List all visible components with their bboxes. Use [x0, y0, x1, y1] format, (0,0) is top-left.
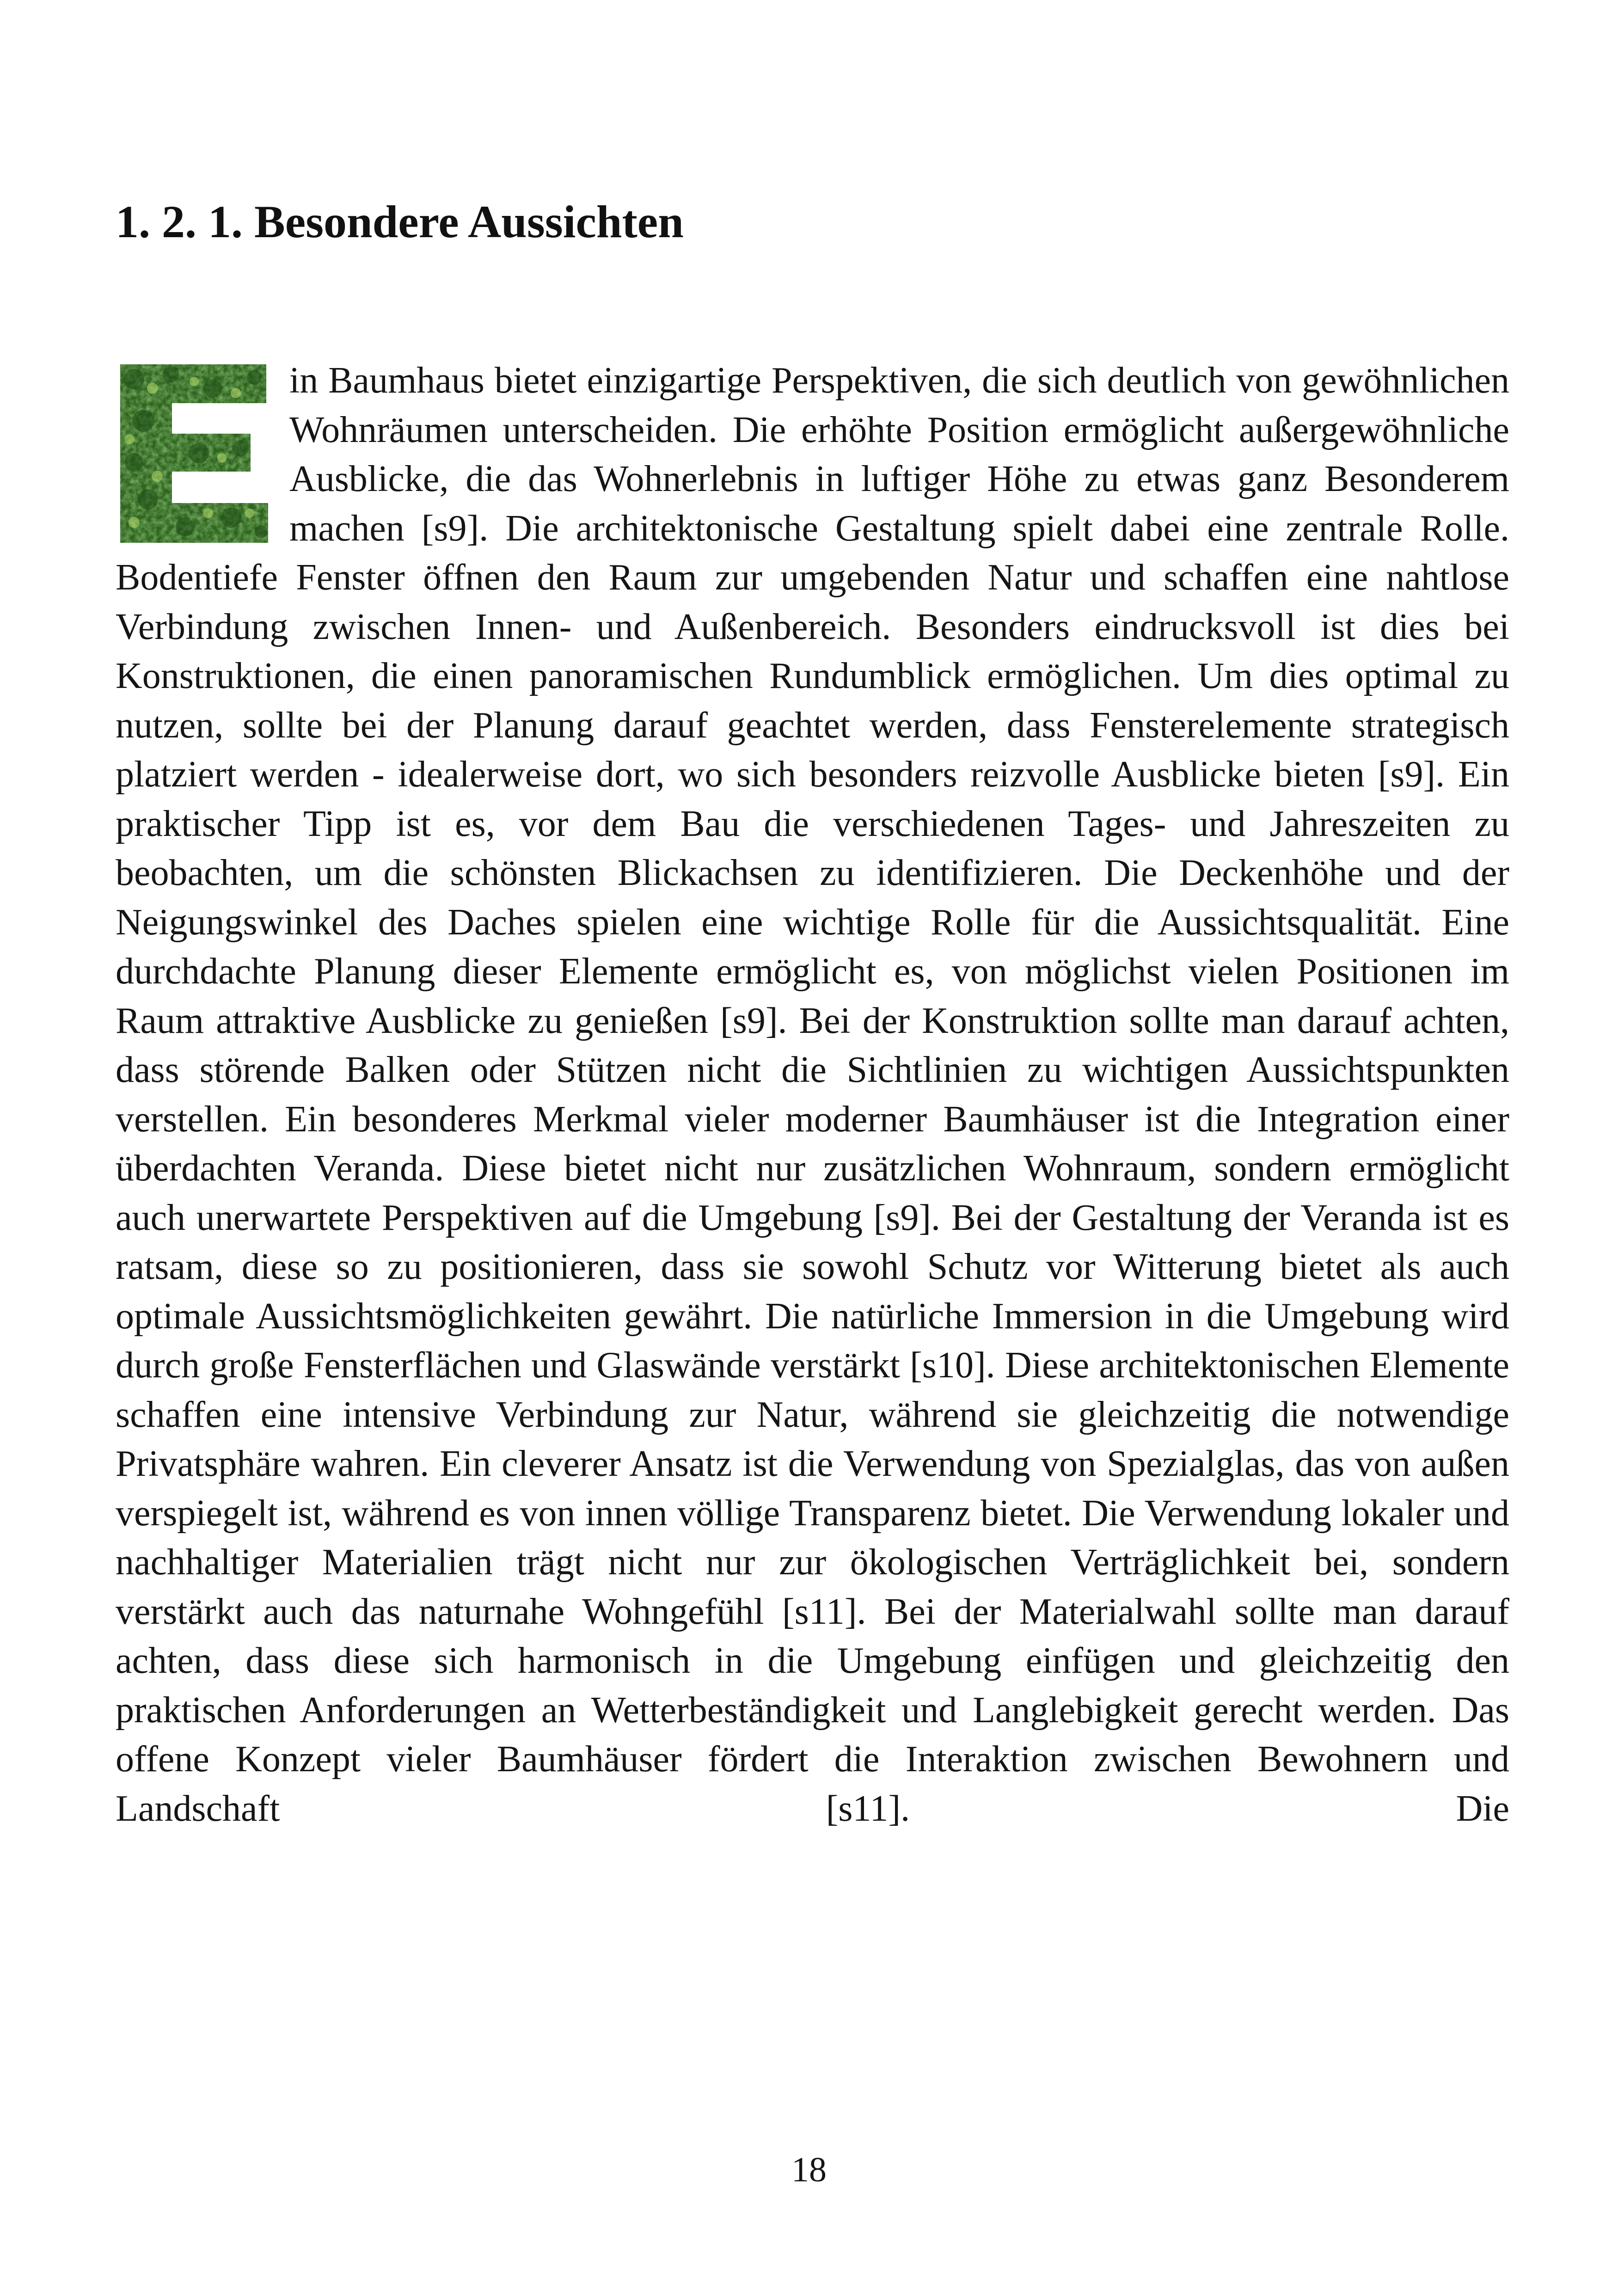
paragraph-text: in Baumhaus bietet einzigartige Perspektiven, die sich deutlich von gewöhnlichen Wohnräumen unterscheiden. Die erhöhte Position ermöglicht außergewöhnliche Ausblicke, die das Wohnerlebnis in luftiger Höhe zu etwas ganz Besonderem machen [s9]. Die architektonische Gestaltung spielt dabei eine zentrale Rolle. Bodentiefe Fenster öffnen den Raum zur umgebenden Natur und schaffen eine nahtlose Verbindung zwischen Innen- und Außenbereich. Besonders eindrucksvoll ist dies bei Konstruktionen, die einen panoramischen Rundumblick ermöglichen. Um dies optimal zu nutzen, sollte bei der Planung darauf geachtet werden, dass Fensterelemente strategisch platziert werden - idealerweise dort, wo sich besonders reizvolle Ausblicke bieten [s9]. Ein praktischer Tipp ist es, vor dem Bau die verschiedenen Tages- und Jahreszeiten zu beobachten, um die schönsten Blickachsen zu identifizieren. Die Deckenhöhe und der Neigungswinkel des Daches spielen eine wichtige Rolle für die Aussichtsqualität. Eine durchdachte Planung dieser Elemente ermöglicht es, von möglichst vielen Positionen im Raum attraktive Ausblicke zu genießen [s9]. Bei der Konstruktion sollte man darauf achten, dass störende Balken oder Stützen nicht die Sichtlinien zu wichtigen Aussichtspunkten verstellen. Ein besonderes Merkmal vieler moderner Baumhäuser ist die Integration einer überdachten Veranda. Diese bietet nicht nur zusätzlichen Wohnraum, sondern ermöglicht auch unerwartete Perspektiven auf die Umgebung [s9]. Bei der Gestaltung der Veranda ist es ratsam, diese so zu positionieren, dass sie sowohl Schutz vor Witterung bietet als auch optimale Aussichtsmöglichkeiten gewährt. Die natürliche Immersion in die Umgebung wird durch große Fensterflächen und Glaswände verstärkt [s10]. Diese architektonischen Elemente schaffen eine intensive Verbindung zur Natur, während sie gleichzeitig die notwendige Privatsphäre wahren. Ein cleverer Ansatz ist die Verwendung von Spezialglas, das von außen verspiegelt ist, während es von innen völlige Transparenz bietet. Die Verwendung lokaler und nachhaltiger Materialien trägt nicht nur zur ökologischen Verträglichkeit bei, sondern verstärkt auch das naturnahe Wohngefühl [s11]. Bei der Materialwahl sollte man darauf achten, dass diese sich harmonisch in die Umgebung einfügen und gleichzeitig den praktischen Anforderungen an Wetterbeständigkeit und Langlebigkeit gerecht werden. Das offene Konzept vieler Baumhäuser fördert die Interaktion zwischen Bewohnern und Landschaft [s11]. Die: [116, 360, 1509, 1829]
dropcap-letter-e-image: [116, 361, 273, 546]
page-number: 18: [791, 2150, 827, 2189]
body-paragraph: [116, 356, 1509, 1833]
dropcap-foliage-letter: [116, 361, 273, 546]
section-heading: 1. 2. 1. Besondere Aussichten: [116, 196, 684, 247]
